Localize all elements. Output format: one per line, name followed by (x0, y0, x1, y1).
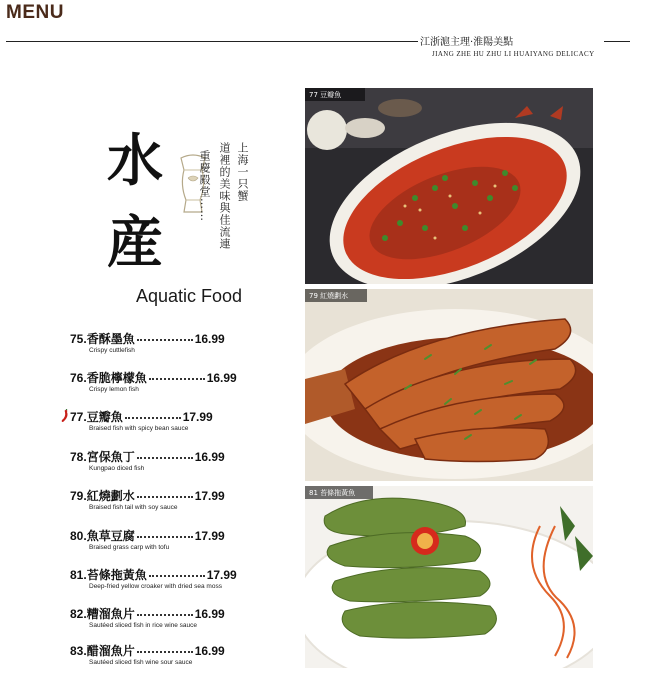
dot-leader (149, 378, 205, 380)
chili-pepper-icon (60, 409, 70, 423)
item-name-en: Kungpao diced fish (89, 465, 145, 472)
item-name-cn: 香脆檸檬魚 (86, 371, 147, 385)
header-divider-right (604, 41, 630, 42)
item-name-cn: 紅燒劃水 (86, 489, 135, 503)
item-name-en: Deep-fried yellow croaker with dried sea moss (89, 583, 222, 590)
dish-photo-79 (305, 289, 593, 481)
item-name-cn: 魚草豆腐 (86, 529, 135, 543)
dot-leader (137, 457, 193, 459)
item-number: 80. (70, 529, 87, 543)
item-number: 76. (70, 371, 87, 385)
item-name-en: Sautéed sliced fish wine sour sauce (89, 659, 193, 666)
item-name-cn: 醋溜魚片 (86, 644, 135, 658)
item-name-en: Crispy lemon fish (89, 386, 139, 393)
section-title-en: Aquatic Food (136, 286, 243, 306)
item-number: 78. (70, 450, 87, 464)
item-number: 77. (70, 410, 87, 424)
poem-column-3: 重慶殿堂…… (198, 150, 211, 222)
section-title-cn (95, 120, 175, 284)
item-price: 16.99 (206, 371, 237, 385)
menu-item (60, 408, 300, 448)
menu-item (60, 487, 300, 527)
photo-label: 77 豆瓣魚 (309, 91, 342, 99)
header-divider-left (6, 41, 418, 42)
item-name-cn: 香酥墨魚 (86, 332, 135, 346)
item-price: 16.99 (194, 332, 225, 346)
dot-leader (137, 339, 193, 341)
item-price: 17.99 (206, 568, 237, 582)
item-price: 16.99 (194, 450, 225, 464)
item-name-en: Sautéed sliced fish in rice wine sauce (89, 622, 198, 629)
dish-photo-77 (305, 88, 593, 284)
photo-label: 79 紅燒劃水 (309, 292, 349, 300)
section-title-char-1: 水 (107, 128, 163, 194)
item-number: 83. (70, 644, 87, 658)
item-price: 17.99 (194, 529, 225, 543)
menu-item (60, 330, 300, 370)
dot-leader (125, 417, 181, 419)
item-name-cn: 豆瓣魚 (86, 410, 123, 424)
item-price: 17.99 (182, 410, 213, 424)
item-price: 17.99 (194, 489, 225, 503)
menu-item (60, 605, 300, 645)
dot-leader (149, 575, 205, 577)
photo-label: 81 苔條拖黃魚 (309, 489, 356, 497)
header-subtitle-en: JIANG ZHE HU ZHU LI HUAIYANG DELICACY (432, 50, 595, 58)
section-title-char-2: 産 (107, 210, 163, 276)
item-number: 79. (70, 489, 87, 503)
poem-column-2: 道裡的美味與佳流連 (218, 142, 231, 250)
item-number: 75. (70, 332, 87, 346)
menu-item (60, 527, 300, 567)
menu-item (60, 448, 300, 488)
item-name-en: Crispy cuttlefish (89, 347, 135, 354)
item-name-cn: 苔條拖黃魚 (86, 568, 147, 582)
item-price: 16.99 (194, 644, 225, 658)
item-number: 82. (70, 607, 87, 621)
menu-title: MENU (6, 2, 64, 23)
dot-leader (137, 614, 193, 616)
header-subtitle-cn: 江浙滬主理·淮陽美點 (420, 37, 514, 48)
poem-column-1: 上海一只蟹 (236, 142, 249, 202)
item-number: 81. (70, 568, 87, 582)
item-name-en: Braised fish with spicy bean sauce (89, 425, 189, 432)
dish-photo-81 (305, 486, 593, 668)
dot-leader (137, 536, 193, 538)
item-name-cn: 糟溜魚片 (86, 607, 135, 621)
item-price: 16.99 (194, 607, 225, 621)
item-name-en: Braised grass carp with tofu (89, 544, 170, 551)
menu-item (60, 369, 300, 409)
item-name-cn: 宮保魚丁 (86, 450, 135, 464)
menu-item (60, 566, 300, 606)
dot-leader (137, 496, 193, 498)
item-name-en: Braised fish tail with soy sauce (89, 504, 178, 511)
dot-leader (137, 651, 193, 653)
menu-item (60, 642, 300, 682)
